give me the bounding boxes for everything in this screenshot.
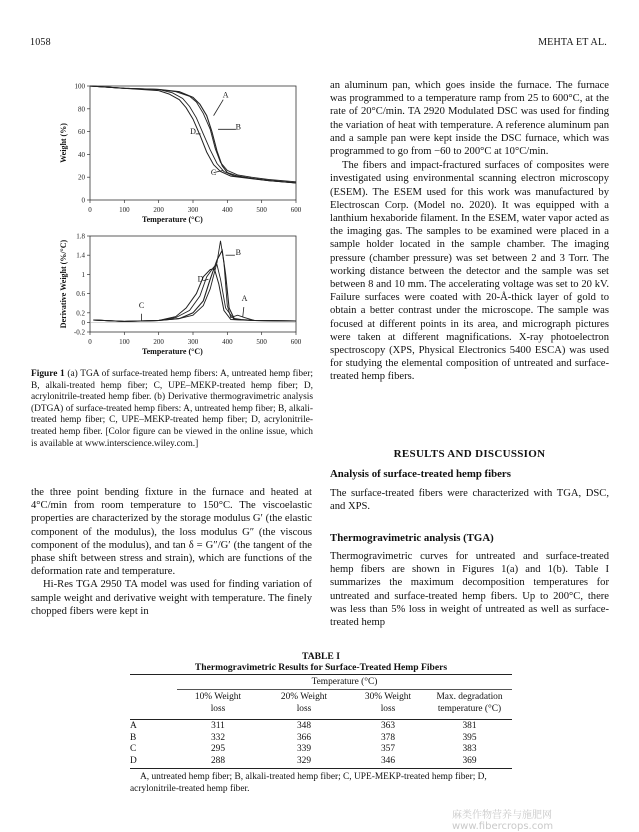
y-tick-label: 1 [81,270,85,279]
paragraph: The surface-treated fibers were characterized with TGA, DSC, and XPS. [330,488,609,513]
annotation-leader [214,100,224,116]
table [130,692,512,715]
column-header: 30% Weight loss [364,692,412,714]
y-axis-label: Weight (%) [59,123,68,163]
y-tick-label: 0.2 [76,309,85,318]
table-rule [130,768,512,769]
x-tick-label: 600 [290,338,302,346]
x-axis-label: Temperature (°C) [142,215,203,224]
table-label: TABLE I [302,651,340,662]
figure-caption [31,369,313,450]
table-row: C 295 339 357 383 [130,744,477,754]
y-tick-label: 1.8 [76,232,85,241]
x-tick-label: 100 [119,206,130,214]
x-axis-label: Temperature (°C) [142,347,203,356]
series-line-a [93,241,296,322]
y-tick-label: 1.4 [76,251,85,260]
x-tick-label: 0 [88,338,92,346]
figure-label: Figure 1 [31,369,65,379]
table-header-row [130,692,512,715]
paragraph: an aluminum pan, which goes inside the furnace. The furnace was programmed to a temperature ramp from 25 to 600°C, at the rate of 20°C/min. TA 2920 Modulated DSC was used for finding the variation of heat with temperature. A reference aluminum pan and a sample pan were kept inside the DSC furnace, which was programmed to go from −60 to 200°C at 10°C/min. [330,80,609,158]
y-tick-label: 0 [81,318,85,327]
y-tick-label: 40 [78,150,85,159]
y-axis-label: Derivative Weight (%/°C) [59,239,68,329]
table-body [130,721,512,767]
x-tick-label: 300 [187,338,199,346]
annotation-label-c: C [138,301,145,310]
plot-frame [90,236,296,332]
y-tick-label: 100 [74,82,85,91]
y-tick-label: 20 [78,173,85,182]
plot-frame [90,86,296,200]
y-tick-label: 60 [78,128,85,137]
column-header: Max. degradation temperature (°C) [436,692,503,714]
dtga-chart [28,228,320,364]
table-row: D 288 329 346 369 [130,755,477,766]
paragraph: The fibers and impact-fractured surfaces of composites were investigated using environmental scanning electron microscopy (ESEM). The ESEM used for this work was manufactured by Electroscan Corp. (Model no. 2020). It was equipped with a lanthium hexaboride filament. In the ESEM, water vapor acted as the imaging gas. The samples to be examined were placed in a sample holder located in the sample chamber. The imaging pressure (chamber pressure) was set between 2 and 3 Torr. The working distance between the detector and the sample was set between 8 and 10 mm. The accelerating voltage was set to 20 kV. Failure surfaces were coated with 20-Å-thick layer of gold to obtain a better contrast under the microscope. The sample was focused at different points in its area, and micrograph pictures were taken at different magnifications. X-ray photoelectron spectroscopy (XPS, Physical Electronics 5400 ESCA) was used for studying the elemental composition of untreated and surface-treated hemp fibers. [330,160,609,383]
x-tick-label: 0 [88,206,92,214]
paragraph: Thermogravimetric curves for untreated and surface-treated hemp fibers are shown in Figures 1(a) and 1(b). Table I summarizes the maximum decomposition temperatures for untreated and surface-treated hemp fibers. Up to 200°C, there was less than 5% loss in weight of untreated as well as surface-treated hemp [330,551,609,629]
right-column [330,79,609,384]
paragraph: Hi-Res TGA 2950 TA model was used for finding variation of sample weight and derivative weight with temperature. The finely chopped fibers were kept in [31,579,312,617]
annotation-label-b: B [235,122,241,132]
annotation-label-a: A [222,90,229,100]
y-tick-label: 80 [78,105,85,114]
running-head: MEHTA ET AL. [538,37,607,48]
paragraph: the three point bending fixture in the furnace and heated at 4°C/min from room temperature to 150°C. The viscoelastic properties are characterized by the storage modulus G′ (the elastic component of the modulus), the loss modulus G″ (the viscous component of the modulus), and tan δ = G″/G′ (the tangent of the phase shift between stress and strain), which are functions of the deformation rate and temperature. [31,487,312,578]
table-group-header: Temperature (°C) [311,677,378,687]
table-rule [130,719,512,720]
annotation-leader [243,307,244,317]
tga-chart [28,76,320,226]
section-heading: RESULTS AND DISCUSSION [393,448,546,460]
annotation-label-b: B [235,248,241,258]
y-tick-label: 0 [81,196,85,205]
annotation-label-d: D [197,274,204,284]
subsection-heading: Thermogravimetric analysis (TGA) [330,532,494,544]
series-line-b [93,250,296,321]
x-tick-label: 200 [153,206,164,214]
x-tick-label: 500 [256,338,267,346]
table-footnote: A, untreated hemp fiber; B, alkali-treated hemp fiber; C, UPE-MEKP-treated hemp fiber; D, acrylonitrile-treated hemp fiber. [130,772,487,794]
annotation-label-c: C [210,167,217,177]
y-tick-label: -0.2 [73,328,85,337]
x-tick-label: 300 [187,206,199,214]
caption-text: (a) TGA of surface-treated hemp fibers: A, untreated hemp fiber; B, alkali-treated hemp fiber; C, UPE–MEKP-treated hemp fiber; D, acrylonitrile-treated hemp fiber. (b) Derivative thermogravimetric analysis (DTGA) of surface-treated hemp fibers: A, untreated hemp fiber; B, alkali-treated hemp fiber; C, UPE–MEKP-treated hemp fiber; D, acrylonitrile-treated hemp fiber. [Color figure can be viewed in the online issue, which is available at www.interscience.wiley.com.] [31,369,313,449]
x-tick-label: 400 [222,206,233,214]
x-tick-label: 200 [153,338,164,346]
x-tick-label: 100 [119,338,130,346]
table-row: B 332 366 378 395 [130,732,477,743]
annotation-label-a: A [241,293,248,303]
column-header: 20% Weight loss [280,692,328,714]
annotation-label-d: D [190,126,196,136]
table-title: Thermogravimetric Results for Surface-Treated Hemp Fibers [194,662,448,673]
page-number: 1058 [30,37,51,48]
table-rule [177,689,512,690]
x-tick-label: 400 [222,338,233,346]
column-header: 10% Weight loss [194,692,242,714]
left-column [31,486,312,618]
table-rule [130,674,512,675]
watermark: 麻类作物营养与施肥网 www.fibercrops.com [452,810,554,832]
table-row: A 311 348 363 381 [130,721,477,731]
series-line-c [93,265,296,322]
x-tick-label: 600 [290,206,302,214]
subsection-heading: Analysis of surface-treated hemp fibers [330,468,511,480]
y-tick-label: 0.6 [76,290,85,299]
x-tick-label: 500 [256,206,267,214]
